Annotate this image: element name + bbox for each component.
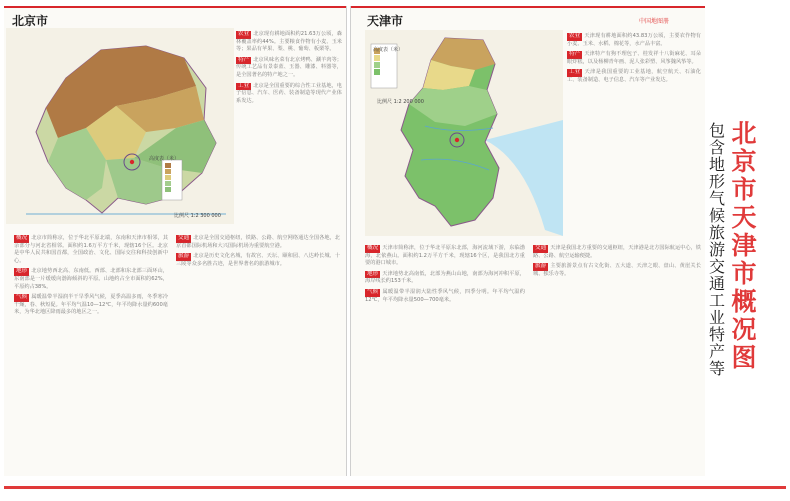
left-page	[4, 6, 347, 476]
top-rule	[4, 6, 346, 8]
label-specialty: 特产	[238, 56, 250, 63]
text-tj-specialty: 天津特产有狗不理包子、桂发祥十八街麻花、耳朵眼炸糕，以及杨柳青年画、泥人张彩塑、风筝魏风筝等。	[567, 51, 701, 65]
bottom-bar	[4, 486, 786, 489]
right-bottom-text-a	[365, 242, 525, 474]
left-column-text	[236, 28, 342, 228]
left-page-title: 北京市	[12, 14, 49, 28]
text-tj-climate: 属暖温带半湿润大陆性季风气候，四季分明。年平均气温约12℃，年平均降水量500—700毫米。	[365, 288, 525, 303]
label-tj-tourism: 旅游	[535, 263, 547, 270]
text-tourism: 北京是历史文化名城，有故宫、天坛、颐和园、八达岭长城、十三陵等众多名胜古迹，是世界著名的旅游城市。	[176, 253, 340, 267]
text-tj-tourism: 主要旅游景点有古文化街、五大道、天津之眼、盘山、黄崖关长城、独乐寺等。	[533, 263, 701, 277]
text-industry: 北京是全国重要的综合性工业基地，电子信息、汽车、医药、装备制造等现代产业体系发达。	[236, 82, 342, 104]
label-agri: 农业	[238, 31, 250, 37]
label-tj-traffic: 交通	[535, 245, 547, 251]
text-agri: 北京现有耕地面积约21.63万公顷，森林覆盖率约44%。主要粮食作物有小麦、玉米等；果品有苹果、梨、桃、葡萄、板栗等。	[236, 31, 342, 53]
label-tj-overview: 概况	[367, 245, 379, 251]
label-tj-climate: 气候	[367, 288, 379, 295]
text-overview: 北京市简称京，位于华北平原北端，东南和天津市相邻，其余部分与河北省相邻。面积约1.6万平方千米，现辖16个区。北京是中华人民共和国首都，全国政治、文化、国际交往和科技创新中心。	[14, 235, 168, 264]
right-page-title: 天津市	[367, 14, 404, 28]
text-terrain: 北京地势西北高、东南低。西部、北部和东北部三面环山，东南部是一片缓缓向渤海倾斜的平原。山地约占全市面积的62%，平原约占38%。	[14, 268, 168, 290]
label-tj-agri: 农业	[569, 33, 581, 39]
label-industry: 工业	[238, 82, 250, 89]
label-tj-specialty: 特产	[569, 51, 581, 58]
left-bottom-text-a	[14, 232, 168, 474]
right-page	[350, 6, 705, 476]
tianjin-scale: 比例尺 1:2 200 000	[377, 99, 424, 105]
text-climate: 属暖温带半湿润半干旱季风气候，夏季高温多雨，冬季寒冷干燥，春、秋短促。年平均气温10—12℃，年平均降水量约600毫米，为华北地区降雨最多的地区之一。	[14, 294, 168, 316]
text-tj-terrain: 天津地势北高南低，北部为燕山山地，南部为海河冲积平原，海岸线长约153千米。	[365, 270, 525, 285]
label-overview: 概况	[16, 235, 28, 241]
sidebar-subtitle: 包含地形气候旅游交通工业特产等	[708, 121, 725, 378]
label-terrain: 地形	[16, 268, 28, 275]
right-column-text	[567, 30, 701, 240]
label-climate: 气候	[16, 294, 28, 301]
text-traffic: 北京是全国交通枢纽，铁路、公路、航空网络通达全国各地，北京首都国际机场和大兴国际机场为重要航空港。	[176, 235, 340, 249]
top-rule-right	[351, 6, 705, 8]
right-bottom-text-b	[533, 242, 701, 474]
text-tj-overview: 天津市简称津，位于华北平原东北部，海河流域下游，东临渤海，北依燕山。面积约1.2万平方千米，现辖16个区，是我国北方重要的港口城市。	[365, 245, 525, 267]
text-tj-industry: 天津是我国重要的工业基地，航空航天、石油化工、装备制造、电子信息、汽车等产业发达。	[567, 69, 701, 83]
series-tag: 中国地图册	[639, 18, 670, 25]
tianjin-legend-title: 高度表（米）	[373, 47, 404, 53]
text-specialty: 北京风味名菜有北京烤鸭、涮羊肉等；传统工艺品有景泰蓝、玉器、雕漆、料器等，是全国著名的特产地之一。	[236, 56, 342, 78]
label-tourism: 旅游	[178, 253, 190, 260]
beijing-legend-title: 高度表（米）	[149, 156, 180, 162]
text-tj-agri: 天津现有耕地面积约43.83万公顷，主要农作物有小麦、玉米、水稻、棉花等，水产品丰富。	[567, 33, 701, 47]
beijing-map[interactable]	[6, 28, 234, 224]
left-bottom-text-b	[176, 232, 340, 474]
text-tj-traffic: 天津是我国北方重要的交通枢纽，天津港是北方国际航运中心，铁路、公路、航空运输便捷。	[533, 245, 701, 259]
label-tj-industry: 工业	[569, 69, 581, 76]
label-traffic: 交通	[178, 235, 190, 241]
sidebar-title: 北京市天津市概况图	[731, 119, 757, 372]
beijing-scale: 比例尺 1:2 300 000	[174, 213, 221, 219]
tianjin-map[interactable]	[365, 30, 563, 236]
label-tj-terrain: 地形	[367, 270, 379, 277]
